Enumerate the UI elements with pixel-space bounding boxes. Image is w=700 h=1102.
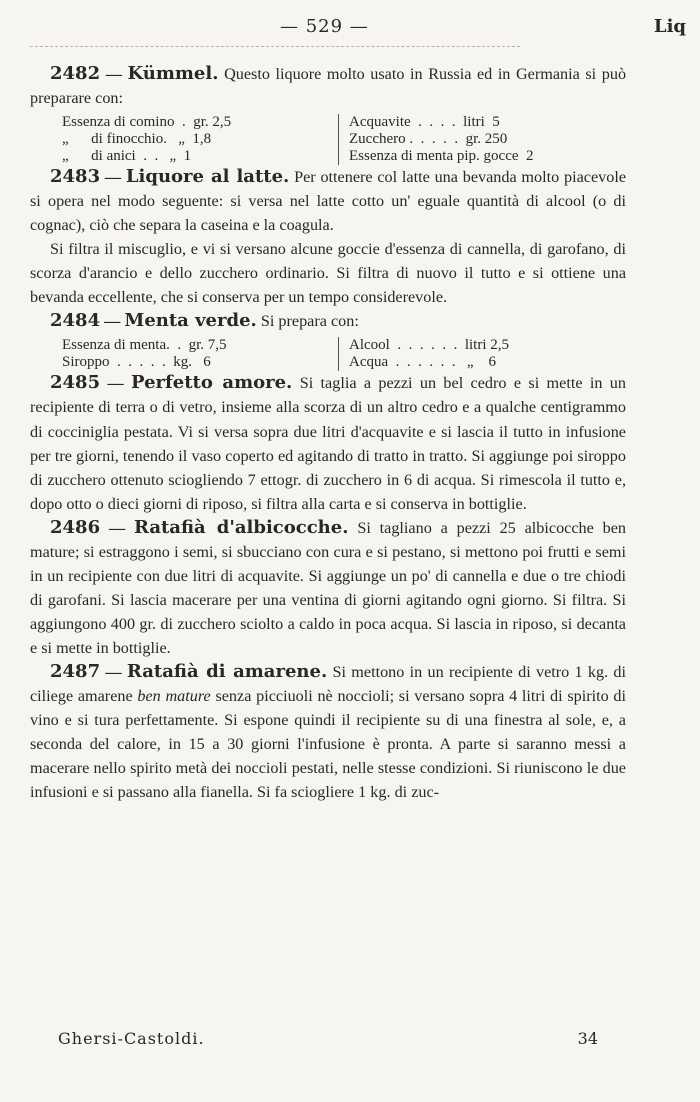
table-row: „ di anici . . „ 1 Essenza di menta pip. gocce 2 xyxy=(30,148,626,165)
recipe-entry-2483: 2483 — Liquore al latte. Per ottenere col latte una bevanda molto piacevole si opera nel modo seguente: si versa nel latte cotto un' eguale quantità di alcool (o di cognac), ciò che separa la caseina e la coagula. xyxy=(30,166,627,235)
recipe-entry-2487: 2487 — Ratafià di amarene. Si mettono in un recipiente di vetro 1 kg. di ciliege amarene ben mature senza picciuoli nè noccioli; si versano sopra 4 litri di spirito di vino e si tura perfettamente. Si espone quindi il recipiente su di una finestra al sole, e, a seconda del calore, in 15 a 30 giorni l'infusione è pronta. A parte si saranno messi a macerare nello spirito metà dei noccioli pestati, nelle stesse condizioni. Si riuniscono le due infusioni e si passano alla fianella. Si fa sciogliere 1 kg. di zuc- xyxy=(30,660,627,802)
running-head: Liq xyxy=(653,16,686,37)
recipe-title: Liquore al latte. xyxy=(125,166,290,188)
table-row: Essenza di comino . gr. 2,5 Acquavite . . . . litri 5 xyxy=(30,114,626,131)
printer-signature: Ghersi-Castoldi. xyxy=(58,1029,205,1048)
recipe-title: Perfetto amore. xyxy=(131,372,293,394)
paragraph: Si filtra il miscuglio, e vi si versano alcune goccie d'essenza di cannella, di garofano, di scorza d'arancio e dello zucchero ordinario. Si filtra di nuovo il tutto e si ottiene una bevanda eccellente, che si conserva per un tempo considerevole. xyxy=(30,240,626,307)
recipe-entry-2486: 2486 — Ratafià d'albicocche. Si tagliano a pezzi 25 albicocche ben mature; si estraggono i semi, si sbucciano con cura e si pestano, si mettono poi frutti e semi in un recipiente con due litri di acquavite. Si aggiunge un po' di cannella e due o tre chiodi di garofani. Si lascia macerare per una ventina di giorni agitando ogni giorno. Si filtra. Si aggiungono 400 gr. di zucchero sciolto a caldo in poca acqua. Si lascia in riposo, si decanta e si mette in bottiglie. xyxy=(30,516,627,657)
page-footer xyxy=(58,1029,598,1051)
header-rule xyxy=(30,46,520,47)
recipe-title: Ratafià d'albicocche. xyxy=(133,516,349,538)
ingredients-table-2484 xyxy=(30,337,626,371)
ingredients-table-2482 xyxy=(30,114,626,165)
table-row: Siroppo . . . . . kg. 6 Acqua . . . . . . „ 6 xyxy=(30,354,626,371)
page-header xyxy=(0,14,700,40)
sheet-number: 34 xyxy=(577,1029,598,1048)
table-row: „ di finocchio. „ 1,8 Zucchero . . . . . gr. 250 xyxy=(30,131,626,148)
page-number: — 529 — xyxy=(280,16,369,37)
recipe-entry-2485: 2485 — Perfetto amore. Si taglia a pezzi un bel cedro e si mette in un recipiente di terra o di vetro, insieme alla scorza di un altro cedro e a qualche centigrammo di cocciniglia pestata. Vi si versa sopra due litri d'acquavite e si lascia il tutto in infusione per tre giorni, tenendo il vaso coperto ed agitando di tratto in tratto. Si aggiunge poi siroppo di zucchero ottenuto sciogliendo 7 ettogr. di zucchero in 6 di acqua. Si rimescola il tutto e, dopo otto o dieci giorni di riposo, si filtra alla carta e si conserva in bottiglie. xyxy=(30,372,626,513)
recipe-entry-2482: 2482 — Kümmel. Questo liquore molto usato in Russia ed in Germania si può preparare con: xyxy=(30,63,627,108)
table-row: Essenza di menta. . gr. 7,5 Alcool . . . . . . litri 2,5 xyxy=(30,337,626,354)
recipe-title: Ratafià di amarene. xyxy=(126,660,328,682)
recipe-entry-2484: 2484 — Menta verde. Si prepara con: xyxy=(50,310,359,332)
recipe-title: Menta verde. xyxy=(124,310,257,332)
recipe-title: Kümmel. xyxy=(127,63,219,84)
body-text xyxy=(30,62,626,804)
